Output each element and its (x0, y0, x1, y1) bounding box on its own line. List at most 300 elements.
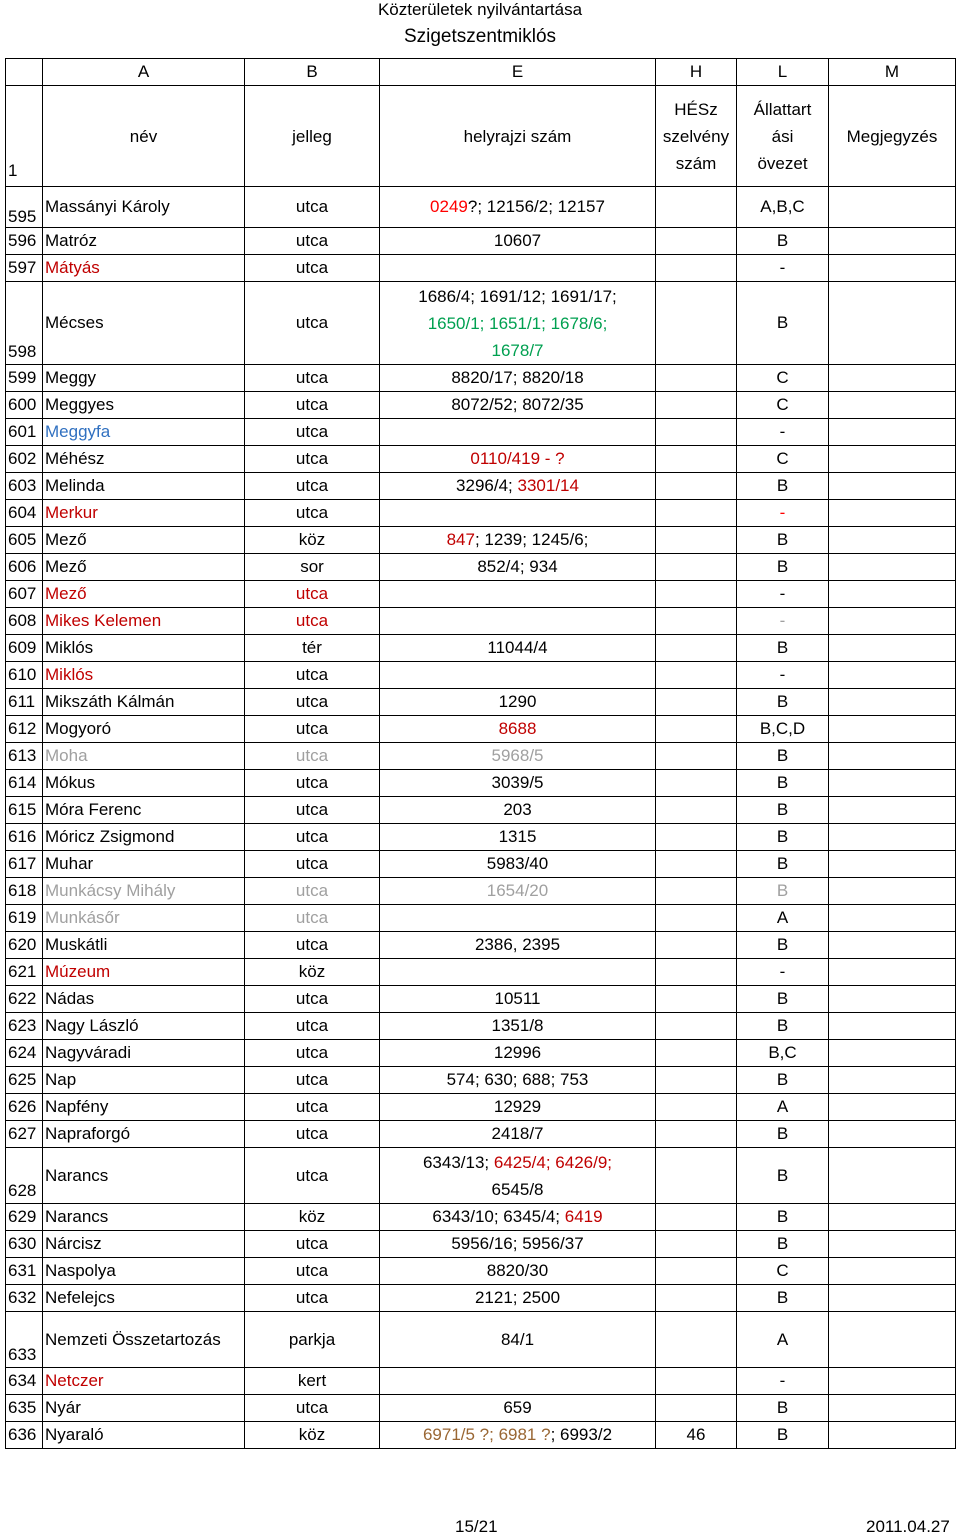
remark (829, 1121, 956, 1148)
parcel-segment: 0110/419 - ? (470, 449, 565, 468)
animal-zone: A (737, 1312, 829, 1368)
animal-zone: B (737, 1204, 829, 1231)
hesz-number (656, 1368, 737, 1395)
table-row (6, 365, 956, 392)
hesz-number (656, 1067, 737, 1094)
table-row (6, 282, 956, 365)
parcel-numbers (380, 1312, 656, 1368)
hesz-number (656, 608, 737, 635)
row-number: 605 (6, 527, 43, 554)
table-row (6, 905, 956, 932)
document-subtitle: Szigetszentmiklós (403, 26, 557, 47)
animal-zone: B (737, 878, 829, 905)
table-row (6, 770, 956, 797)
row-number: 602 (6, 446, 43, 473)
parcel-numbers (380, 554, 656, 581)
header-nev: név (43, 86, 245, 187)
table-row (6, 635, 956, 662)
remark (829, 743, 956, 770)
table-row (6, 959, 956, 986)
remark (829, 689, 956, 716)
street-name: Múzeum (43, 959, 245, 986)
street-name: Munkácsy Mihály (43, 878, 245, 905)
parcel-numbers (380, 770, 656, 797)
street-type: utca (245, 1040, 380, 1067)
hesz-number (656, 1148, 737, 1204)
table-row (6, 1040, 956, 1067)
table-row (6, 446, 956, 473)
table-row (6, 1258, 956, 1285)
table-row (6, 500, 956, 527)
parcel-numbers (380, 581, 656, 608)
table-row (6, 1231, 956, 1258)
street-name: Mátyás (43, 255, 245, 282)
table-row (6, 743, 956, 770)
parcel-segment: 1290 (498, 692, 537, 711)
remark (829, 282, 956, 365)
parcel-segment: 574; 630; 688; 753 (446, 1070, 589, 1089)
street-name: Nemzeti Összetartozás (43, 1312, 245, 1368)
row-number: 603 (6, 473, 43, 500)
remark (829, 905, 956, 932)
row-number: 625 (6, 1067, 43, 1094)
street-type: utca (245, 797, 380, 824)
parcel-segment: 6425/4; 6426/9; (493, 1152, 613, 1172)
street-type: utca (245, 878, 380, 905)
parcel-segment: 1654/20 (486, 881, 549, 900)
column-letter-l: L (737, 59, 829, 86)
parcel-segment: 3301/14 (517, 476, 579, 495)
row-number: 623 (6, 1013, 43, 1040)
animal-zone: B (737, 635, 829, 662)
row-number: 614 (6, 770, 43, 797)
parcel-segment: 6545/8 (491, 1179, 544, 1199)
street-name: Nyaraló (43, 1422, 245, 1449)
hesz-number (656, 419, 737, 446)
parcel-segment: 11044/4 (487, 638, 548, 657)
row-number: 616 (6, 824, 43, 851)
street-register-table (5, 58, 956, 1449)
street-name: Muhar (43, 851, 245, 878)
parcel-numbers (380, 187, 656, 228)
hesz-number (656, 905, 737, 932)
table-row (6, 187, 956, 228)
street-type: utca (245, 500, 380, 527)
header-allattartasi-ovezet: Állattart ási övezet (737, 86, 829, 187)
parcel-numbers (380, 959, 656, 986)
table-row (6, 878, 956, 905)
remark (829, 473, 956, 500)
table-row (6, 797, 956, 824)
table-row (6, 1395, 956, 1422)
table-row (6, 581, 956, 608)
remark (829, 851, 956, 878)
row-number: 633 (6, 1312, 43, 1368)
street-type: utca (245, 851, 380, 878)
row-number: 595 (6, 187, 43, 228)
animal-zone: B (737, 770, 829, 797)
parcel-segment: 8820/17; 8820/18 (451, 368, 584, 387)
row-number: 636 (6, 1422, 43, 1449)
animal-zone: B (737, 527, 829, 554)
hesz-number (656, 1013, 737, 1040)
hesz-number (656, 527, 737, 554)
remark (829, 662, 956, 689)
row-number: 606 (6, 554, 43, 581)
street-name: Nyár (43, 1395, 245, 1422)
table-row (6, 1121, 956, 1148)
row-number: 609 (6, 635, 43, 662)
parcel-numbers (380, 986, 656, 1013)
hesz-number (656, 797, 737, 824)
remark (829, 635, 956, 662)
hesz-number (656, 1258, 737, 1285)
animal-zone: B (737, 1422, 829, 1449)
hesz-number (656, 851, 737, 878)
hesz-number (656, 716, 737, 743)
table-row (6, 419, 956, 446)
table-row (6, 554, 956, 581)
remark (829, 878, 956, 905)
parcel-numbers (380, 608, 656, 635)
street-name: Massányi Károly (43, 187, 245, 228)
hesz-number (656, 689, 737, 716)
parcel-numbers (380, 255, 656, 282)
remark (829, 1258, 956, 1285)
animal-zone: B (737, 1231, 829, 1258)
remark (829, 1067, 956, 1094)
parcel-segment: 6419 (564, 1207, 603, 1226)
remark (829, 527, 956, 554)
hesz-number (656, 392, 737, 419)
parcel-numbers (380, 743, 656, 770)
parcel-segment: 1686/4; 1691/12; 1691/17; (418, 286, 617, 306)
remark (829, 228, 956, 255)
parcel-segment: 1650/1; 1651/1; 1678/6; (427, 313, 608, 333)
hesz-number (656, 554, 737, 581)
row-number: 611 (6, 689, 43, 716)
row-number: 629 (6, 1204, 43, 1231)
parcel-segment: 5983/40 (486, 854, 549, 873)
parcel-segment: 1678/7 (491, 340, 544, 360)
animal-zone: - (737, 662, 829, 689)
table-row (6, 608, 956, 635)
street-type: utca (245, 282, 380, 365)
remark (829, 1395, 956, 1422)
animal-zone: A (737, 905, 829, 932)
row-number: 600 (6, 392, 43, 419)
remark (829, 608, 956, 635)
row-number: 599 (6, 365, 43, 392)
column-letter-blank (6, 59, 43, 86)
parcel-numbers (380, 1121, 656, 1148)
street-name: Nádas (43, 986, 245, 1013)
street-name: Mókus (43, 770, 245, 797)
parcel-segment: 3039/5 (491, 773, 544, 792)
animal-zone: B (737, 1013, 829, 1040)
column-letter-a: A (43, 59, 245, 86)
parcel-numbers (380, 932, 656, 959)
parcel-numbers (380, 282, 656, 365)
parcel-numbers (380, 500, 656, 527)
parcel-numbers (380, 419, 656, 446)
hesz-number (656, 1312, 737, 1368)
animal-zone: A,B,C (737, 187, 829, 228)
row-number: 619 (6, 905, 43, 932)
street-type: utca (245, 1121, 380, 1148)
row-number: 620 (6, 932, 43, 959)
street-type: tér (245, 635, 380, 662)
animal-zone: B (737, 554, 829, 581)
header-helyrajzi-szam: helyrajzi szám (380, 86, 656, 187)
hesz-number (656, 500, 737, 527)
animal-zone: - (737, 581, 829, 608)
remark (829, 255, 956, 282)
animal-zone: A (737, 1094, 829, 1121)
street-name: Móricz Zsigmond (43, 824, 245, 851)
table-row (6, 824, 956, 851)
table-row (6, 1067, 956, 1094)
document-title: Közterületek nyilvántartása (377, 0, 583, 19)
street-name: Miklós (43, 635, 245, 662)
hesz-number (656, 1395, 737, 1422)
street-type: utca (245, 986, 380, 1013)
remark (829, 1285, 956, 1312)
street-type: utca (245, 1148, 380, 1204)
parcel-segment: 2121; 2500 (474, 1288, 561, 1307)
parcel-segment: 1351/8 (491, 1016, 544, 1035)
table-row (6, 851, 956, 878)
animal-zone: B (737, 1067, 829, 1094)
street-type: utca (245, 581, 380, 608)
animal-zone: B (737, 1395, 829, 1422)
table-row (6, 1204, 956, 1231)
parcel-segment: 2386, 2395 (474, 935, 561, 954)
hesz-number (656, 1204, 737, 1231)
parcel-segment: ; 6993/2 (550, 1425, 613, 1444)
parcel-segment: 203 (503, 800, 532, 819)
parcel-numbers (380, 1204, 656, 1231)
street-type: utca (245, 419, 380, 446)
parcel-numbers (380, 527, 656, 554)
table-row (6, 1148, 956, 1204)
street-type: utca (245, 392, 380, 419)
street-type: utca (245, 1285, 380, 1312)
street-name: Napfény (43, 1094, 245, 1121)
parcel-numbers (380, 365, 656, 392)
animal-zone: B (737, 824, 829, 851)
animal-zone: B (737, 282, 829, 365)
street-name: Mécses (43, 282, 245, 365)
street-name: Netczer (43, 1368, 245, 1395)
remark (829, 716, 956, 743)
parcel-segment: 6343/13; (422, 1152, 494, 1172)
animal-zone: B (737, 743, 829, 770)
parcel-numbers (380, 662, 656, 689)
street-name: Méhész (43, 446, 245, 473)
street-type: köz (245, 1204, 380, 1231)
parcel-segment: 84/1 (500, 1329, 535, 1349)
column-letter-m: M (829, 59, 956, 86)
parcel-numbers (380, 1368, 656, 1395)
street-type: utca (245, 187, 380, 228)
street-name: Naspolya (43, 1258, 245, 1285)
row-number: 634 (6, 1368, 43, 1395)
street-type: utca (245, 1395, 380, 1422)
row-number: 612 (6, 716, 43, 743)
row-number: 627 (6, 1121, 43, 1148)
table-row (6, 473, 956, 500)
animal-zone: B (737, 1148, 829, 1204)
table-row (6, 716, 956, 743)
parcel-segment: 3296/4; (456, 476, 518, 495)
table-row (6, 255, 956, 282)
parcel-numbers (380, 1422, 656, 1449)
street-type: utca (245, 905, 380, 932)
remark (829, 581, 956, 608)
row-number: 626 (6, 1094, 43, 1121)
parcel-numbers (380, 392, 656, 419)
hesz-number (656, 1040, 737, 1067)
remark (829, 446, 956, 473)
street-name: Nefelejcs (43, 1285, 245, 1312)
hesz-number (656, 662, 737, 689)
animal-zone: B (737, 932, 829, 959)
animal-zone: - (737, 959, 829, 986)
street-type: utca (245, 662, 380, 689)
column-letter-e: E (380, 59, 656, 86)
street-name: Mező (43, 581, 245, 608)
street-type: utca (245, 1094, 380, 1121)
parcel-segment: 10607 (493, 231, 542, 250)
street-type: köz (245, 959, 380, 986)
parcel-segment: 12929 (493, 1097, 542, 1116)
street-type: utca (245, 473, 380, 500)
row-number: 631 (6, 1258, 43, 1285)
row-number: 622 (6, 986, 43, 1013)
street-name: Narancs (43, 1148, 245, 1204)
parcel-segment: 10511 (494, 989, 541, 1008)
row-number: 618 (6, 878, 43, 905)
hesz-number (656, 365, 737, 392)
hesz-number (656, 986, 737, 1013)
parcel-segment: 2418/7 (491, 1124, 544, 1143)
parcel-segment: 8072/52; 8072/35 (451, 395, 584, 414)
parcel-segment: ; 1239; 1245/6; (474, 530, 589, 549)
column-letter-b: B (245, 59, 380, 86)
remark (829, 392, 956, 419)
street-name: Nap (43, 1067, 245, 1094)
row-number: 615 (6, 797, 43, 824)
animal-zone: C (737, 365, 829, 392)
row-number: 621 (6, 959, 43, 986)
hesz-number (656, 878, 737, 905)
parcel-segment: 8688 (498, 719, 537, 738)
street-type: utca (245, 1231, 380, 1258)
street-type: sor (245, 554, 380, 581)
street-name: Meggy (43, 365, 245, 392)
animal-zone: B (737, 1121, 829, 1148)
parcel-numbers (380, 1148, 656, 1204)
remark (829, 1312, 956, 1368)
remark (829, 187, 956, 228)
remark (829, 365, 956, 392)
hesz-number (656, 1285, 737, 1312)
street-type: utca (245, 1013, 380, 1040)
hesz-number: 46 (656, 1422, 737, 1449)
street-type: köz (245, 527, 380, 554)
parcel-numbers (380, 1395, 656, 1422)
parcel-numbers (380, 689, 656, 716)
page-number: 15/21 (455, 1517, 498, 1536)
remark (829, 1148, 956, 1204)
remark (829, 1094, 956, 1121)
street-type: parkja (245, 1312, 380, 1368)
street-name: Miklós (43, 662, 245, 689)
street-type: utca (245, 255, 380, 282)
remark (829, 419, 956, 446)
hesz-number (656, 473, 737, 500)
parcel-segment: 0249 (430, 197, 468, 216)
parcel-numbers (380, 1285, 656, 1312)
street-type: köz (245, 1422, 380, 1449)
remark (829, 1013, 956, 1040)
hesz-number (656, 1094, 737, 1121)
remark (829, 554, 956, 581)
parcel-segment: ?; 12156/2; 12157 (467, 197, 605, 216)
parcel-segment: 12996 (493, 1043, 542, 1062)
hesz-number (656, 1121, 737, 1148)
animal-zone: - (737, 500, 829, 527)
parcel-numbers (380, 1231, 656, 1258)
street-name: Mogyoró (43, 716, 245, 743)
street-type: kert (245, 1368, 380, 1395)
remark (829, 797, 956, 824)
hesz-number (656, 255, 737, 282)
parcel-segment: 8820/30 (486, 1261, 549, 1280)
table-row (6, 932, 956, 959)
parcel-segment: 5956/16; 5956/37 (451, 1234, 584, 1253)
animal-zone: - (737, 608, 829, 635)
row-number: 628 (6, 1148, 43, 1204)
street-name: Meggyfa (43, 419, 245, 446)
street-type: utca (245, 1258, 380, 1285)
table-row (6, 228, 956, 255)
hesz-number (656, 1231, 737, 1258)
remark (829, 932, 956, 959)
parcel-numbers (380, 1094, 656, 1121)
animal-zone: B,C (737, 1040, 829, 1067)
street-type: utca (245, 365, 380, 392)
street-name: Narancs (43, 1204, 245, 1231)
street-name: Móra Ferenc (43, 797, 245, 824)
animal-zone: C (737, 446, 829, 473)
header-row-number: 1 (6, 86, 43, 187)
animal-zone: B (737, 797, 829, 824)
street-name: Moha (43, 743, 245, 770)
street-type: utca (245, 689, 380, 716)
street-type: utca (245, 932, 380, 959)
parcel-segment: 1315 (498, 827, 537, 846)
parcel-numbers (380, 446, 656, 473)
row-number: 635 (6, 1395, 43, 1422)
street-name: Merkur (43, 500, 245, 527)
column-letter-row (6, 59, 956, 86)
animal-zone: B,C,D (737, 716, 829, 743)
animal-zone: B (737, 986, 829, 1013)
table-row (6, 527, 956, 554)
remark (829, 1368, 956, 1395)
